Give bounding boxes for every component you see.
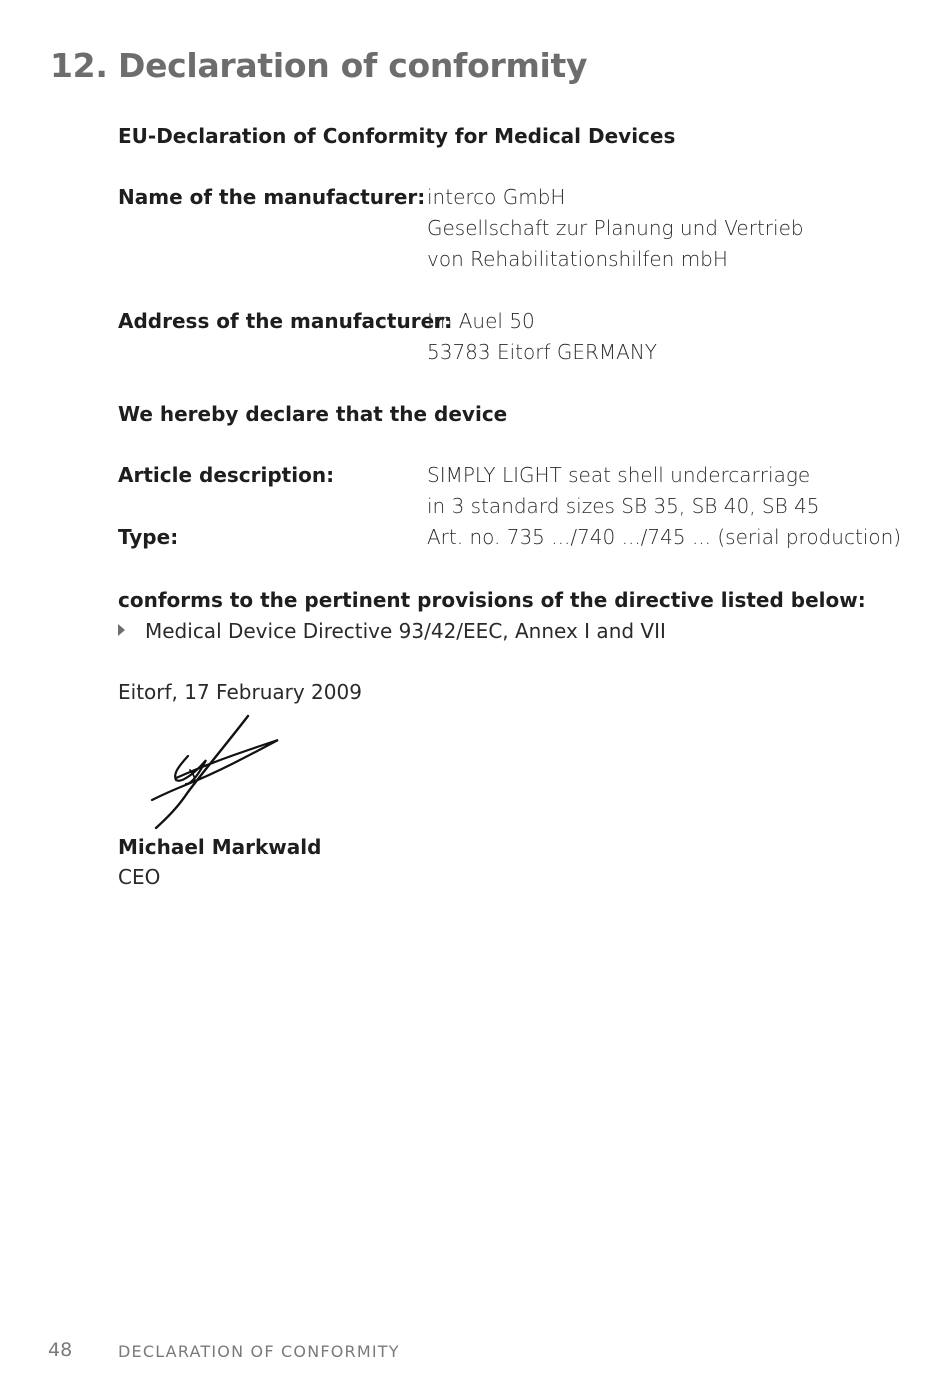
article-line: in 3 standard sizes SB 35, SB 40, SB 45 bbox=[427, 494, 820, 518]
manufacturer-name-value bbox=[427, 182, 804, 275]
manufacturer-name-line: interco GmbH bbox=[427, 185, 566, 209]
declare-statement: We hereby declare that the device bbox=[118, 402, 508, 426]
page-number: 48 bbox=[48, 1339, 73, 1361]
address-line: 53783 Eitorf GERMANY bbox=[427, 340, 658, 364]
type-label: Type: bbox=[118, 525, 179, 549]
type-value: Art. no. 735 .../740 .../745 ... (serial production) bbox=[427, 525, 902, 549]
address-line: Im Auel 50 bbox=[427, 309, 535, 333]
signature-image bbox=[148, 712, 288, 832]
page-title bbox=[50, 46, 587, 85]
manufacturer-name-line: von Rehabilitationshilfen mbH bbox=[427, 247, 728, 271]
signatory-name: Michael Markwald bbox=[118, 835, 322, 859]
directive-text: Medical Device Directive 93/42/EEC, Annex I and VII bbox=[145, 619, 666, 643]
footer-section-title: DECLARATION OF CONFORMITY bbox=[118, 1342, 400, 1361]
manufacturer-name-label: Name of the manufacturer: bbox=[118, 185, 426, 209]
conforms-statement: conforms to the pertinent provisions of the directive listed below: bbox=[118, 588, 866, 612]
article-value bbox=[427, 460, 820, 522]
article-label: Article description: bbox=[118, 463, 335, 487]
directive-list-item bbox=[118, 616, 666, 647]
article-line: SIMPLY LIGHT seat shell undercarriage bbox=[427, 463, 811, 487]
place-date: Eitorf, 17 February 2009 bbox=[118, 680, 362, 704]
signatory-title: CEO bbox=[118, 865, 161, 889]
section-number: 12. bbox=[50, 46, 108, 85]
declaration-subtitle: EU-Declaration of Conformity for Medical Devices bbox=[118, 124, 676, 148]
bullet-triangle-icon bbox=[118, 624, 125, 636]
manufacturer-name-line: Gesellschaft zur Planung und Vertrieb bbox=[427, 216, 804, 240]
manufacturer-address-label: Address of the manufacturer: bbox=[118, 309, 452, 333]
manufacturer-address-value bbox=[427, 306, 657, 368]
section-title: Declaration of conformity bbox=[118, 46, 588, 85]
